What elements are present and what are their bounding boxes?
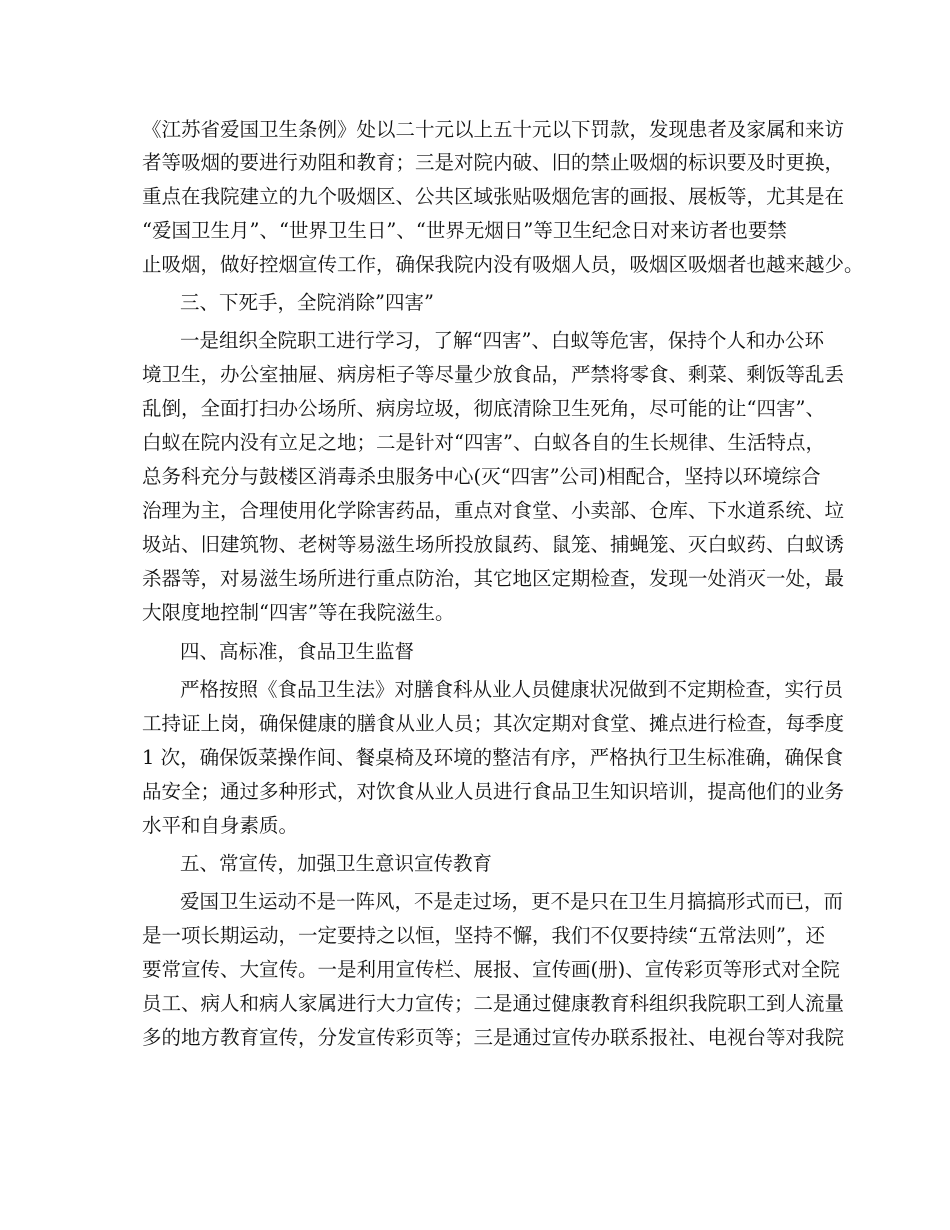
body-line: 白蚁在院内没有立足之地；二是针对“四害”、白蚁各自的生长规律、生活特点， <box>142 431 825 454</box>
body-line: 是一项长期运动，一定要持之以恒，坚持不懈，我们不仅要持续“五常法则”，还 <box>142 924 825 947</box>
section-heading-5: 五、常宣传，加强卫生意识宣传教育 <box>180 852 493 875</box>
body-line: 品安全；通过多种形式，对饮食从业人员进行食品卫生知识培训，提高他们的业务 <box>142 780 845 803</box>
body-line: 者等吸烟的要进行劝阻和教育；三是对院内破、旧的禁止吸烟的标识要及时更换， <box>142 151 845 174</box>
body-line: 多的地方教育宣传，分发宣传彩页等；三是通过宣传办联系报社、电视台等对我院 <box>142 1026 845 1049</box>
section-heading-3: 三、下死手，全院消除”四害” <box>180 291 434 314</box>
body-line: 止吸烟，做好控烟宣传工作，确保我院内没有吸烟人员，吸烟区吸烟者也越来越少。 <box>142 253 864 276</box>
body-line: 严格按照《食品卫生法》对膳食科从业人员健康状况做到不定期检查，实行员 <box>180 678 844 701</box>
body-line: 水平和自身素质。 <box>142 814 299 837</box>
body-line: 杀器等，对易滋生场所进行重点防治，其它地区定期检查，发现一处消灭一处，最 <box>142 567 845 590</box>
section-heading-4: 四、高标准，食品卫生监督 <box>180 640 415 663</box>
body-line: 一是组织全院职工进行学习，了解“四害”、白蚁等危害，保持个人和办公环 <box>180 329 824 352</box>
body-line: 重点在我院建立的九个吸烟区、公共区域张贴吸烟危害的画报、展板等，尤其是在 <box>142 185 845 208</box>
body-line: 工持证上岗，确保健康的膳食从业人员；其次定期对食堂、摊点进行检查，每季度 <box>142 712 845 735</box>
body-line: 总务科充分与鼓楼区消毒杀虫服务中心(灭“四害”公司)相配合，坚持以环境综合 <box>142 465 821 488</box>
body-line: 大限度地控制“四害”等在我院滋生。 <box>142 601 455 624</box>
body-line: 圾站、旧建筑物、老树等易滋生场所投放鼠药、鼠笼、捕蝇笼、灭白蚁药、白蚁诱 <box>142 533 845 556</box>
body-line: 治理为主，合理使用化学除害药品，重点对食堂、小卖部、仓库、下水道系统、垃 <box>142 499 845 522</box>
body-line: “爱国卫生月”、“世界卫生日”、“世界无烟日”等卫生纪念日对来访者也要禁 <box>142 219 787 242</box>
body-line: 《江苏省爱国卫生条例》处以二十元以上五十元以下罚款，发现患者及家属和来访 <box>142 118 845 141</box>
body-line: 爱国卫生运动不是一阵风，不是走过场，更不是只在卫生月搞搞形式而已，而 <box>180 890 844 913</box>
body-line: 要常宣传、大宣传。一是利用宣传栏、展报、宣传画(册)、宣传彩页等形式对全院 <box>142 958 840 981</box>
body-line: 境卫生，办公室抽屉、病房柜子等尽量少放食品，严禁将零食、剩菜、剩饭等乱丢 <box>142 363 845 386</box>
body-line: 乱倒，全面打扫办公场所、病房垃圾，彻底清除卫生死角，尽可能的让“四害”、 <box>142 397 825 420</box>
body-line: 员工、病人和病人家属进行大力宣传；二是通过健康教育科组织我院职工到人流量 <box>142 992 845 1015</box>
body-line: 1 次，确保饭菜操作间、餐桌椅及环境的整洁有序，严格执行卫生标准确，确保食 <box>142 746 844 769</box>
